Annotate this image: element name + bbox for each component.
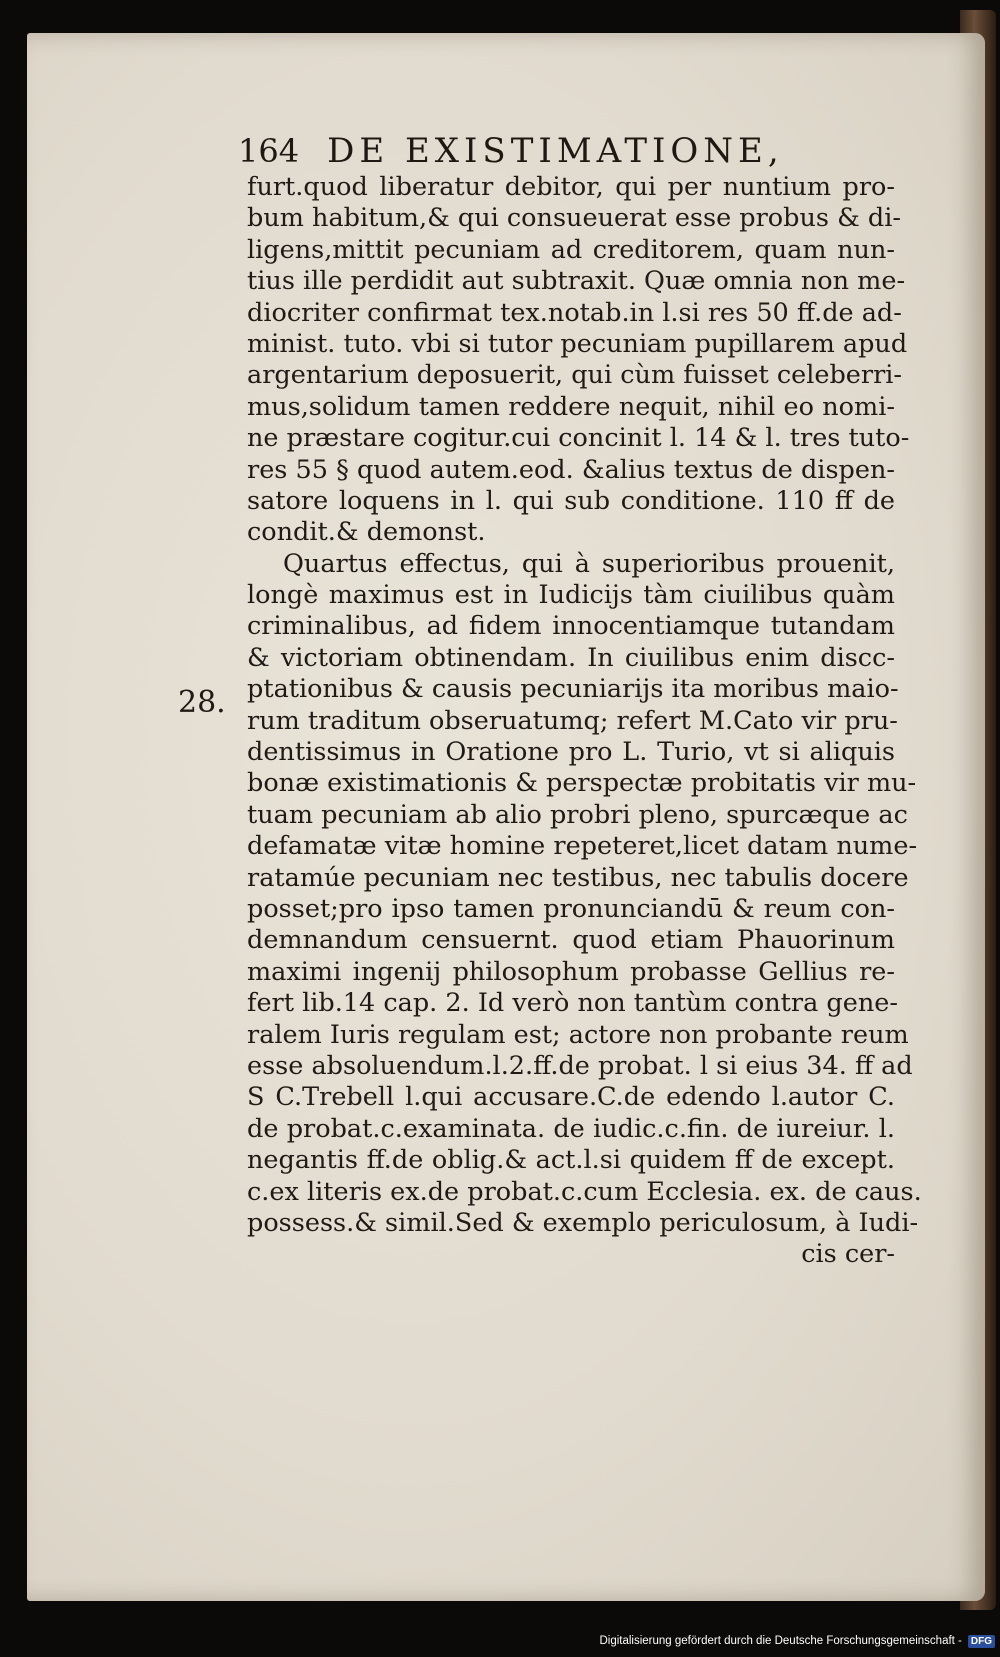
text-line: maximi ingenij philosophum probasse Gellius re- (247, 956, 895, 987)
text-line: ligens,mittit pecuniam ad creditorem, quam nun- (247, 234, 895, 265)
text-line: bum habitum,& qui consueuerat esse probus & di- (247, 203, 901, 234)
text-line: mus,solidum tamen reddere nequit, nihil eo nomi- (247, 391, 895, 422)
footer-bar (570, 1632, 995, 1650)
text-line: longè maximus est in Iudicijs tàm ciuilibus quàm (247, 580, 895, 611)
text-line: ratamúe pecuniam nec testibus, nec tabulis docere (247, 862, 909, 893)
text-line: esse absoluendum.l.2.ff.de probat. l si eius 34. ff ad (247, 1050, 913, 1081)
text-line: argentarium deposuerit, qui cùm fuisset celeberri- (247, 360, 903, 391)
text-line: Quartus effectus, qui à superioribus prouenit, (283, 548, 895, 579)
text-line: tuam pecuniam ab alio probri pleno, spurcæque ac (247, 799, 908, 830)
body-text (247, 172, 922, 1271)
catchword: cis cer- (801, 1239, 895, 1270)
text-line: fert lib.14 cap. 2. Id verò non tantùm contra gene- (247, 988, 898, 1019)
running-title: DE EXISTIMATIONE, (327, 131, 784, 171)
text-line: c.ex literis ex.de probat.c.cum Ecclesia. ex. de caus. (247, 1176, 922, 1207)
text-line: negantis ff.de oblig.& act.l.si quidem ff de except. (247, 1145, 895, 1176)
text-line: bonæ existimationis & perspectæ probitatis vir mu- (247, 768, 917, 799)
dfg-logo: DFG (968, 1635, 995, 1648)
text-line: ne præstare cogitur.cui concinit l. 14 & l. tres tuto- (247, 423, 910, 454)
page-number: 164 (238, 132, 300, 170)
margin-note: 28. (178, 685, 226, 720)
text-line: possess.& simil.Sed & exemplo periculosum, à Iudi- (247, 1207, 919, 1238)
text-line: condit.& demonst. (247, 517, 486, 548)
running-head (238, 131, 858, 171)
text-line: S C.Trebell l.qui accusare.C.de edendo l.autor C. (247, 1082, 895, 1113)
text-line: res 55 § quod autem.eod. &alius textus de dispen- (247, 454, 895, 485)
text-line: de probat.c.examinata. de iudic.c.fin. de iureiur. l. (247, 1113, 895, 1144)
text-line: tius ille perdidit aut subtraxit. Quæ omnia non me- (247, 266, 906, 297)
text-line: ptationibus & causis pecuniarijs ita moribus maio- (247, 674, 899, 705)
text-line: posset;pro ipso tamen pronunciandū & reum con- (247, 893, 895, 924)
text-line: dentissimus in Oratione pro L. Turio, vt si aliquis (247, 737, 895, 768)
footer-text: Digitalisierung gefördert durch die Deutsche Forschungsgemeinschaft - (599, 1635, 962, 1647)
text-line: criminalibus, ad fidem innocentiamque tutandam (247, 611, 895, 642)
text-line: minist. tuto. vbi si tutor pecuniam pupillarem apud (247, 328, 908, 359)
text-line: rum traditum obseruatumq; refert M.Cato vir pru- (247, 705, 898, 736)
text-line: demnandum censuernt. quod etiam Phauorinum (247, 925, 895, 956)
text-line: satore loquens in l. qui sub conditione. 110 ff de (247, 485, 895, 516)
text-line: ralem Iuris regulam est; actore non probante reum (247, 1019, 909, 1050)
text-line: & victoriam obtinendam. In ciuilibus enim discc- (247, 642, 895, 673)
text-line: diocriter confirmat tex.notab.in l.si res 50 ff.de ad- (247, 297, 902, 328)
text-line: furt.quod liberatur debitor, qui per nuntium pro- (247, 172, 895, 202)
text-line: defamatæ vitæ homine repeteret,licet datam nume- (247, 831, 918, 862)
